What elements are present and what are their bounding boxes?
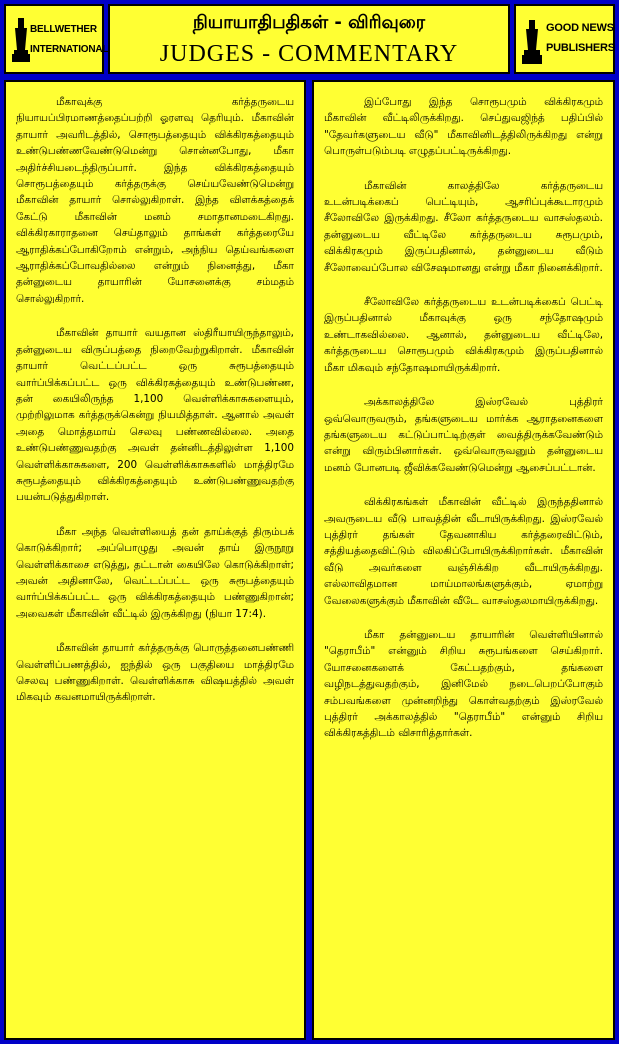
right-column: [312, 80, 615, 1040]
right-paragraph: சீலோவிலே கர்த்தருடைய உடன்படிக்கைப் பெட்டி இருப்பதினால் மீகாவுக்கு ஒரு சந்தோஷமும் உண்டாகவில்லை. ஆனால், தன்னுடைய வீட்டிலே, கர்த்தருடைய சொரூபமும் விக்கிரகமும் இருப்பதினால் மீகா மிகவும் சந்தோஷமாயிருக்கிறார்.: [324, 296, 603, 374]
left-column: [4, 80, 306, 1040]
right-paragraph: விக்கிரகங்கள் மீகாவின் வீட்டில் இருந்ததினால் அவருடைய வீடு பாவத்தின் வீடாயிருக்கிறது. இஸ்ரவேல் புத்திரர் தங்கள் தேவனாகிய கர்த்தரைவிட்டும், சத்தியத்தைவிட்டும் விலகிப்போயிருக்கிறார்கள். மீகாவின் வீடு அவர்களை வஞ்சிக்கிற வீடாயிருக்கிறது. எல்லாவிதமான மாய்மாலங்களுக்கும், ஏமாற்று வேலைகளுக்கும் மீகாவின் வீடே வாசஸ்தலமாயிருக்கிறது.: [324, 496, 603, 607]
logo-right-line-2: PUBLISHERS: [546, 42, 615, 54]
right-paragraph: மீகா தன்னுடைய தாயாரின் வெள்ளியினால் "தெராபீம்" என்னும் சிறிய சுரூபங்களை செய்கிறார். யோசனைகளைக் கேட்பதற்கும், தங்களை வழிநடத்துவதற்கும், இனிமேல் நடைபெறப்போகும் சம்பவங்களை முன்னறிந்து கொள்வதற்கும் இஸ்ரவேல் புத்திரர் அக்காலத்தில் "தெராபீம்" என்னும் சிறிய விக்கிரகத்திடம் விசாரித்தார்கள்.: [324, 628, 603, 740]
logo-left-line-2: INTERNATIONAL: [30, 44, 109, 55]
good-news-logo: [514, 4, 615, 74]
left-paragraph: மீகாவுக்கு கர்த்தருடைய நியாயப்பிரமாணத்தைப்பற்றி ஓரளவு தெரியும். மீகாவின் தாயார் அவரிடத்தில், சொரூபத்தையும் விக்கிரகத்தையும் உண்டுபண்ணவேண்டுமென்று சொன்னபோது, மீகா அதிர்ச்சியடைந்திருப்பார். இந்த விக்கிரகத்தையும் சொரூபத்தையும் கர்த்தருக்கு செய்யவேண்டுமென்று மீகாவின் தாயார் சொல்லுகிறாள். இந்த விளக்கத்தைக் கேட்டு மீகாவின் மனம் சமாதானமடைகிறது. விக்கிரகாராதனை செய்தாலும் தாங்கள் கர்த்தரையே ஆராதிக்கப்போகிறோம் என்றும், அந்நிய தெய்வங்களை ஆராதிக்கப்போவதில்லை என்றும் நினைத்து, மீகா தன்னுடைய தாயாரின் யோசனைக்கு சம்மதம் சொல்லுகிறார்.: [16, 96, 294, 305]
page-header: [108, 4, 510, 74]
right-paragraph: அக்காலத்திலே இஸ்ரவேல் புத்திரர் ஒவ்வொருவரும், தங்களுடைய மார்க்க ஆராதனைகளை தங்களுடைய கட்டுப்பாட்டிற்குள் வைத்திருக்கவேண்டும் என்று விரும்பினார்கள். ஒவ்வொருவனும் தன்னுடைய மனம் போனபடி ஜீவிக்கவேண்டுமென்று ஆசைப்பட்டான்.: [324, 396, 603, 474]
logo-right-line-1: GOOD NEWS: [546, 22, 614, 34]
left-paragraph: மீகா அந்த வெள்ளியைத் தன் தாய்க்குத் திரும்பக் கொடுக்கிறார்; அப்பொழுது அவன் தாய் இருநூறு வெள்ளிக்காசை எடுத்து, தட்டான் கையிலே கொடுக்கிறாள்; அவன் அதினாலே, வெட்டப்பட்ட ஒரு சுரூபத்தையும் வார்ப்பிக்கப்பட்ட ஒரு விக்கிரகத்தையும் பண்ணுகிறான்; அவைகள் மீகாவின் வீட்டில் இருக்கிறது (நியா 17:4).: [16, 525, 294, 620]
bellwether-logo: [4, 4, 109, 74]
bellwether-logo-text: [30, 20, 108, 60]
left-paragraph: மீகாவின் தாயார் வயதான ஸ்திரீயாயிருந்தாலும், தன்னுடைய விருப்பத்தை நிறைவேற்றுகிறாள். மீகாவின் தாயார் வெட்டப்பட்ட ஒரு சுரூபத்தையும் வார்ப்பிக்கப்பட்ட ஒரு விக்கிரகத்தையும் உண்டுபண்ண, தன் கையிலிருந்த 1,100 வெள்ளிக்காசுகளையும், முற்றிலுமாக கர்த்தருக்கென்று நியமித்தாள். ஆனால் அவள் அதை மொத்தமாய் செலவு பண்ணவில்லை. அதை உண்டுபண்ணுவதற்கு அவள் தன்னிடத்திலுள்ள 1,100 வெள்ளிக்காசுகளை, 200 வெள்ளிக்காசுகளில் மாத்திரமே சுரூபத்தையும் விக்கிரகத்தையும் உண்டுபண்ணுவதற்கு பயன்படுத்துகிறாள்.: [16, 327, 294, 504]
left-paragraph: மீகாவின் தாயார் கர்த்தருக்கு பொருத்தனைபண்ணி வெள்ளிப்பணத்தில், ஐந்தில் ஒரு பகுதியை மாத்திரமே செலவு பண்ணுகிறாள். வெள்ளிக்காசு விஷயத்தில் அவள் மிகவும் கவனமாயிருக்கிறாள்.: [16, 642, 294, 704]
logo-left-line-1: BELLWETHER: [30, 24, 97, 35]
right-paragraph: மீகாவின் காலத்திலே கர்த்தருடைய உடன்படிக்கைப் பெட்டியும், ஆசரிப்புக்கூடாரமும் சீலோவிலே இருக்கிறது. சீலோ கர்த்தருடைய வாசஸ்தலம். தன்னுடைய வீட்டிலே கர்த்தருடைய சுரூபமும், விக்கிரகமும் இருப்பதினால், தன்னுடைய வீடும் சீலோவைப்போல விசேஷமானது என்று மீகா நினைக்கிறார்.: [324, 179, 603, 274]
good-news-logo-text: [546, 18, 615, 58]
title-english: JUDGES - COMMENTARY: [159, 41, 459, 67]
good-news-statue-icon: [522, 18, 542, 66]
title-tamil: நியாயாதிபதிகள் - விரிவுரை: [192, 12, 426, 33]
bellwether-statue-icon: [12, 16, 30, 64]
right-paragraph: இப்போது இந்த சொரூபமும் விக்கிரகமும் மீகாவின் வீட்டிலிருக்கிறது. செப்துவஜிந்த் பதிப்பில் "தேவர்களுடைய வீடு" மீகாவினிடத்திலிருக்கிறது என்று பொருள்படும்படி எழுதப்பட்டிருக்கிறது.: [324, 96, 603, 158]
